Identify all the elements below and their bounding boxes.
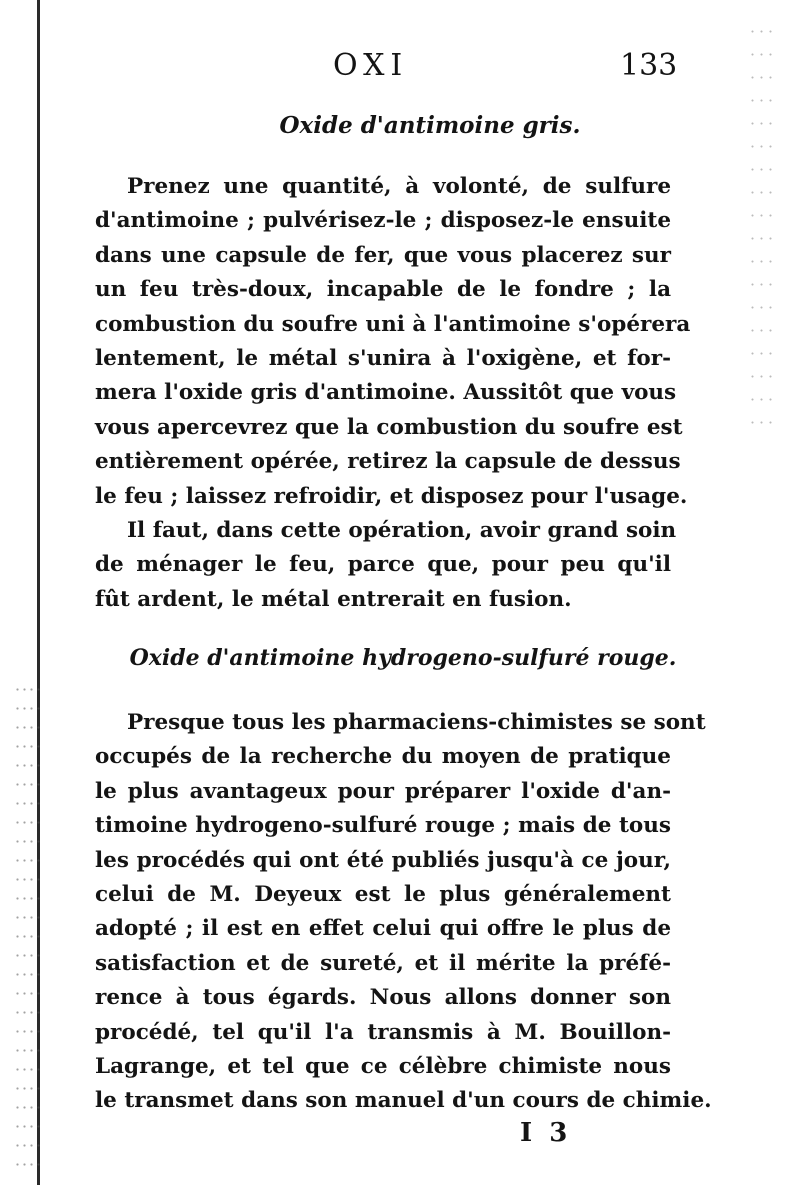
body-text-gris [95,170,691,617]
text-line: rence à tous égards. Nous allons donner son [95,985,671,1011]
text-line: le feu ; laissez refroidir, et disposez pour l'usage. [95,483,688,509]
text-line: timoine hydrogeno-sulfuré rouge ; mais de tous [95,813,671,839]
text-line: fût ardent, le métal entrerait en fusion. [95,586,572,612]
page-number: 133 [620,48,678,83]
text-line: Il faut, dans cette opération, avoir grand soin [127,517,677,543]
scan-specks-left [14,680,44,1180]
text-line: de ménager le feu, parce que, pour peu qu'il [95,552,671,578]
text-line: Prenez une quantité, à volonté, de sulfure [127,174,671,199]
text-line: un feu très-doux, incapable de le fondre ; la [95,277,671,303]
section-heading-rouge: Oxide d'antimoine hydrogeno-sulfuré rouge. [129,645,677,671]
page-header [0,48,800,92]
text-line: entièrement opérée, retirez la capsule de dessus [95,449,681,475]
section-heading-gris: Oxide d'antimoine gris. [279,112,581,139]
text-line: vous apercevrez que la combustion du soufre est [95,414,683,440]
text-line: occupés de la recherche du moyen de pratique [95,744,671,770]
text-line: le transmet dans son manuel d'un cours de chimie. [95,1088,712,1114]
text-line: d'antimoine ; pulvérisez-le ; disposez-le ensuite [95,208,671,234]
text-line: satisfaction et de sureté, et il mérite la préfé- [95,950,671,976]
text-line: Presque tous les pharmaciens-chimistes se sont [127,710,706,735]
text-line: le plus avantageux pour préparer l'oxide d'an- [95,778,671,804]
text-line: celui de M. Deyeux est le plus généralement [95,881,671,907]
text-line: procédé, tel qu'il l'a transmis à M. Bouillon- [95,1019,671,1045]
text-line: Lagrange, et tel que ce célèbre chimiste nous [95,1053,671,1079]
signature-mark: I 3 [520,1118,572,1148]
text-line: combustion du soufre uni à l'antimoine s'opérera [95,311,691,337]
text-line: lentement, le métal s'unira à l'oxigène, et for- [95,345,671,371]
text-line: mera l'oxide gris d'antimoine. Aussitôt que vous [95,380,677,406]
running-head: OXI [333,48,409,83]
text-line: les procédés qui ont été publiés jusqu'à ce jour, [95,847,671,873]
body-text-rouge [95,706,712,1119]
text-line: adopté ; il est en effet celui qui offre le plus de [95,916,671,942]
text-line: dans une capsule de fer, que vous placerez sur [95,242,671,268]
